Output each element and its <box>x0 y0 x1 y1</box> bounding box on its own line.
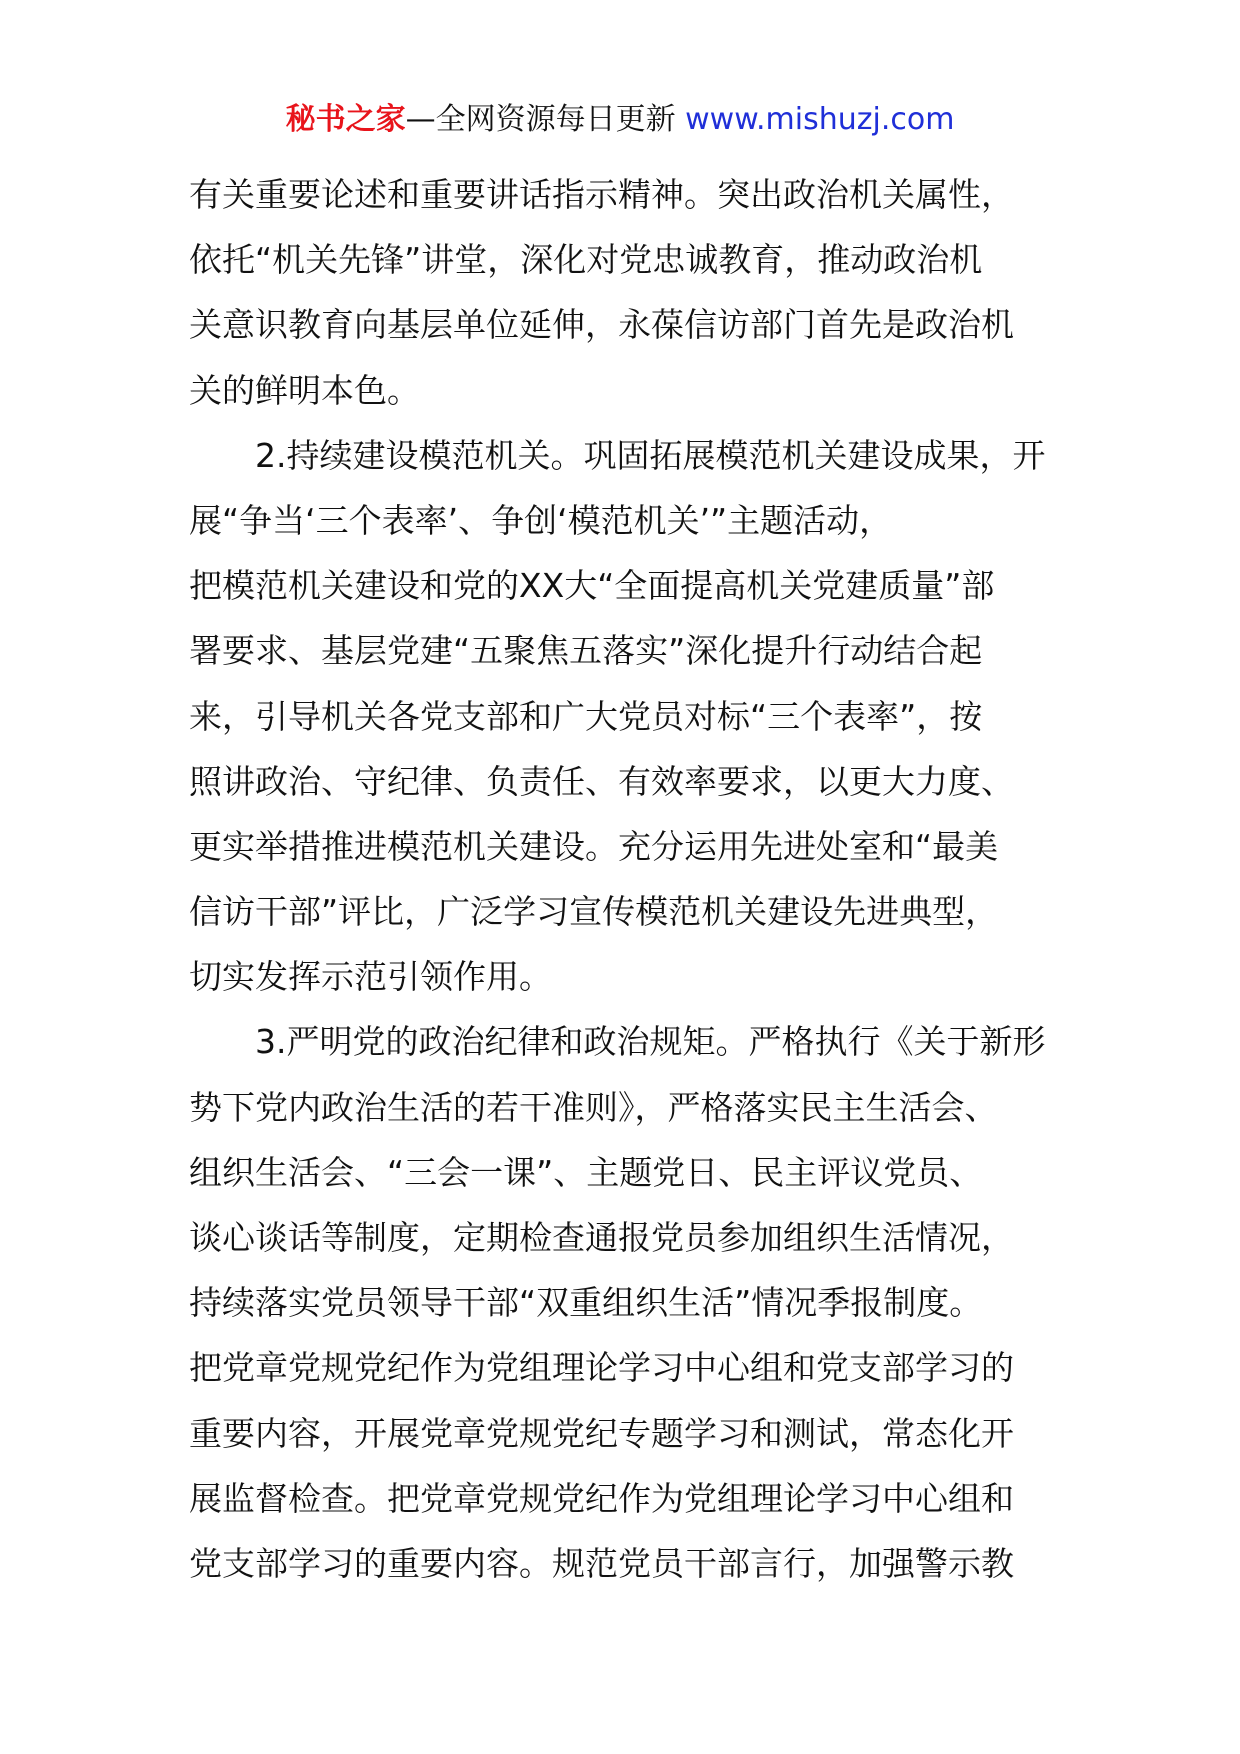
text-line: 署要求、基层党建“五聚焦五落实”深化提升行动结合起 <box>189 631 983 671</box>
text-line: 党支部学习的重要内容。规范党员干部言行，加强警示教 <box>189 1543 1014 1583</box>
text-line: 展“争当‘三个表率’、争创‘模范机关’”主题活动， <box>189 500 893 540</box>
text-line: 3.严明党的政治纪律和政治规矩。严格执行《关于新形 <box>189 1022 1046 1062</box>
text-line: 照讲政治、守纪律、负责任、有效率要求，以更大力度、 <box>189 761 1014 801</box>
text-line: 依托“机关先锋”讲堂，深化对党忠诚教育，推动政治机 <box>189 240 983 280</box>
text-line: 持续落实党员领导干部“双重组织生活”情况季报制度。 <box>189 1283 983 1323</box>
text-line: 重要内容，开展党章党规党纪专题学习和测试，常态化开 <box>189 1413 1014 1453</box>
text-line: 有关重要论述和重要讲话指示精神。突出政治机关属性， <box>189 175 1014 214</box>
text-line: 组织生活会、“三会一课”、主题党日、民主评议党员、 <box>189 1152 983 1192</box>
text-line: 更实举措推进模范机关建设。充分运用先进处室和“最美 <box>189 826 999 866</box>
brand-name: 秘书之家 <box>285 102 406 137</box>
page-header <box>0 98 1240 142</box>
text-line: 切实发挥示范引领作用。 <box>189 957 552 997</box>
text-line: 谈心谈话等制度，定期检查通报党员参加组织生活情况， <box>189 1218 1014 1257</box>
text-line: 把模范机关建设和党的XX大“全面提高机关党建质量”部 <box>189 566 995 606</box>
text-line: 势下党内政治生活的若干准则》，严格落实民主生活会、 <box>189 1087 998 1127</box>
text-line: 把党章党规党纪作为党组理论学习中心组和党支部学习的 <box>189 1348 1014 1388</box>
text-line: 关意识教育向基层单位延伸，永葆信访部门首先是政治机 <box>189 305 1014 345</box>
text-line: 来，引导机关各党支部和广大党员对标“三个表率”，按 <box>189 696 983 736</box>
text-line: 信访干部”评比，广泛学习宣传模范机关建设先进典型， <box>189 892 999 932</box>
document-body <box>189 162 1058 1596</box>
header-tagline: —全网资源每日更新 <box>405 102 676 137</box>
text-line: 展监督检查。把党章党规党纪作为党组理论学习中心组和 <box>189 1478 1014 1518</box>
site-url-link[interactable]: www.mishuzj.com <box>685 102 955 137</box>
text-line: 关的鲜明本色。 <box>189 370 420 410</box>
text-line: 2.持续建设模范机关。巩固拓展模范机关建设成果，开 <box>189 435 1046 475</box>
